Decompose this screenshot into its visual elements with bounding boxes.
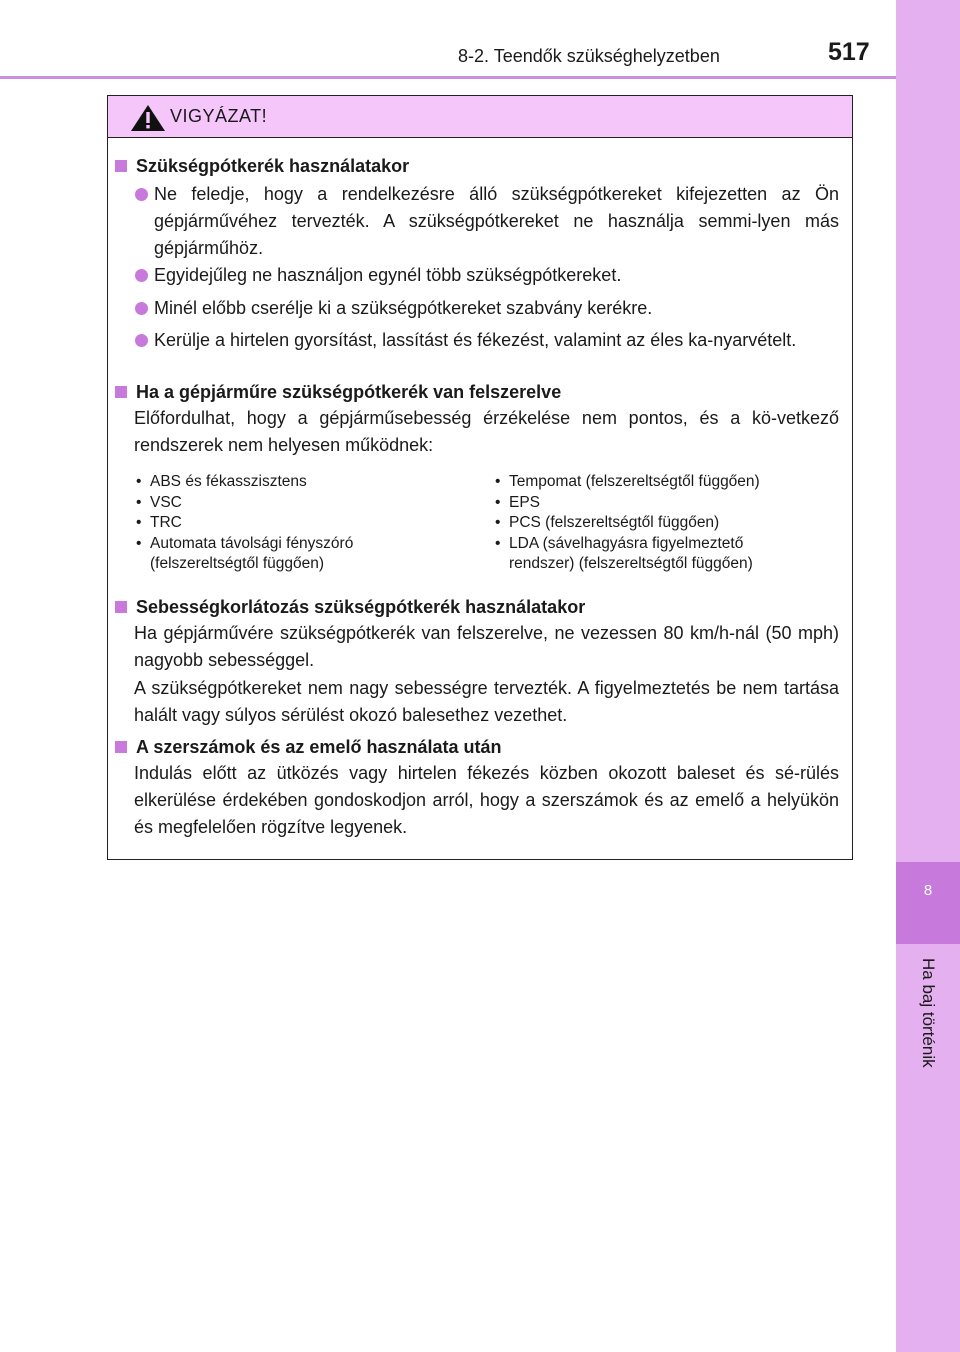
chapter-number-box [896,862,960,944]
chapter-side-tab [896,0,960,1352]
warning-header [108,96,852,138]
section-tools-heading [108,736,851,758]
systems-list-right [491,472,836,575]
warning-box [107,95,853,860]
list-item: • EPS [491,493,836,514]
list-item: • TRC [132,513,477,534]
chapter-number: 8 [923,882,933,899]
paragraph-text: A szükségpótkereket nem nagy sebességre tervezték. A figyelmeztetés be nem tartása halált vagy súlyos sérülést okozó balesethez vezethet. [134,678,839,725]
section-speed-heading [108,596,851,618]
bullet-text: Egyidejűleg ne használjon egynél több szükségpótkereket. [108,262,851,289]
list-item: • ABS és fékasszisztens [132,472,477,493]
paragraph [108,760,851,841]
list-item [108,327,851,354]
paragraph-text: Ha gépjárművére szükségpótkerék van felszerelve, ne vezessen 80 km/h-nál (50 mph) nagyobb sebességgel. [134,623,839,670]
list-item: • VSC [132,493,477,514]
section-title: 8-2. Teendők szükséghelyzetben [458,46,720,66]
paragraph-text: Indulás előtt az ütközés vagy hirtelen fékezés közben okozott baleset és sé-rülés elkerülése érdekében gondoskodjon arról, hogy a szerszámok és az emelő a helyükön és megfelelően rögzítve legyenek. [134,763,839,837]
section-mounted-heading [108,381,851,403]
list-item: • Tempomat (felszereltségtől függően) [491,472,836,493]
section-heading: A szerszámok és az emelő használata után [108,736,851,758]
paragraph [108,405,851,459]
bullet-text: Ne feledje, hogy a rendelkezésre álló szükségpótkereket kifejezetten az Ön gépjárművéhez tervezték. A szükségpótkereket ne használja semmi-lyen más gépjárműhöz. [108,181,851,262]
list-item [108,181,851,262]
list-item: • LDA (sávelhagyásra figyelmeztető rendszer) (felszereltségtől függően) [491,534,801,575]
section-heading: Szükségpótkerék használatakor [108,155,851,177]
paragraph-text: Előfordulhat, hogy a gépjárműsebesség érzékelése nem pontos, és a kö-vetkező rendszerek nem helyesen működnek: [134,408,839,455]
chapter-label: Ha baj történik [919,958,938,1068]
chapter-label-wrap [896,958,960,1098]
paragraph [108,620,851,674]
bullet-text: Kerülje a hirtelen gyorsítást, lassítást és fékezést, valamint az éles ka-nyarvételt. [108,327,851,354]
list-item [108,262,851,289]
paragraph [108,675,851,729]
warning-triangle-icon [130,104,166,132]
section-heading: Ha a gépjárműre szükségpótkerék van felszerelve [108,381,851,403]
bullet-text: Minél előbb cserélje ki a szükségpótkereket szabvány kerékre. [108,295,851,322]
header-rule [0,76,896,79]
section-heading: Sebességkorlátozás szükségpótkerék használatakor [108,596,851,618]
section-spare-wheel-heading [108,155,851,177]
warning-title: VIGYÁZAT! [170,106,268,126]
list-item: • PCS (felszereltségtől függően) [491,513,836,534]
list-item: • Automata távolsági fényszóró (felszereltségtől függően) [132,534,412,575]
systems-list-left [132,472,477,575]
list-item [108,295,851,322]
page-number: 517 [828,38,870,66]
